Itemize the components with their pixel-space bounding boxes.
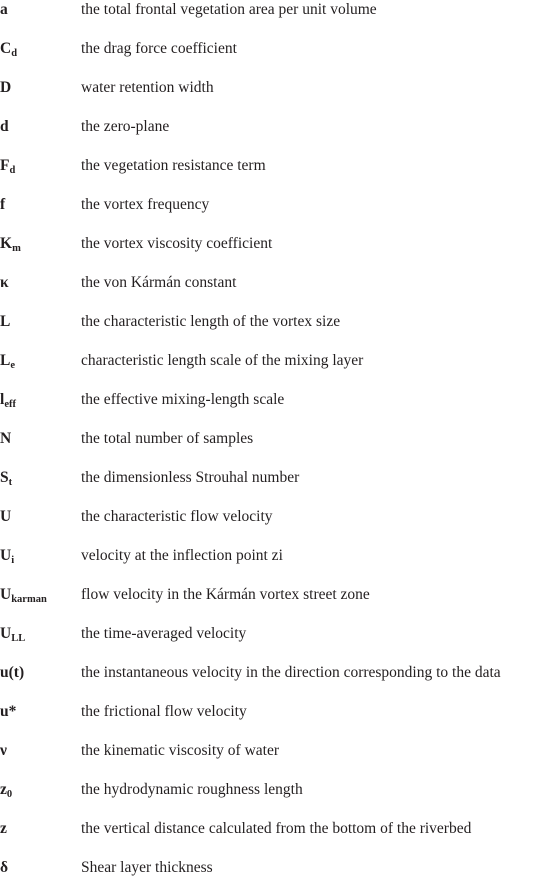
symbol-description: the total number of samples [81, 430, 254, 447]
nomenclature-row [0, 702, 558, 726]
symbol-subscript: karman [11, 594, 47, 605]
symbol-description: the effective mixing-length scale [81, 391, 285, 408]
nomenclature-row [0, 0, 558, 24]
nomenclature-row [0, 390, 558, 414]
symbol-description: the zero-plane [81, 118, 170, 135]
symbol [0, 156, 15, 176]
symbol [0, 468, 12, 488]
symbol-description: the characteristic length of the vortex size [81, 313, 341, 330]
symbol [0, 429, 11, 449]
symbol-base: d [0, 118, 9, 135]
nomenclature-row [0, 819, 558, 843]
nomenclature-row [0, 351, 558, 375]
symbol [0, 117, 9, 137]
symbol-description: the vertical distance calculated from the bottom of the riverbed [81, 820, 472, 837]
nomenclature-row [0, 507, 558, 531]
symbol-base: u* [0, 703, 17, 720]
nomenclature-row [0, 156, 558, 180]
symbol [0, 819, 7, 839]
symbol-description: Shear layer thickness [81, 859, 213, 876]
nomenclature-row [0, 741, 558, 765]
symbol-description: the vegetation resistance term [81, 157, 266, 174]
nomenclature-row [0, 624, 558, 648]
symbol-base: L [0, 313, 11, 330]
symbol [0, 351, 15, 371]
symbol [0, 39, 17, 59]
symbol-base: u(t) [0, 664, 25, 681]
symbol-description: the drag force coefficient [81, 40, 237, 57]
symbol-base: U [0, 625, 12, 642]
nomenclature-row [0, 663, 558, 687]
nomenclature-row [0, 858, 558, 882]
symbol-description: velocity at the inflection point zi [81, 547, 283, 564]
symbol [0, 78, 11, 98]
symbol-description: the time-averaged velocity [81, 625, 247, 642]
symbol-subscript: d [11, 48, 18, 59]
nomenclature-row [0, 234, 558, 258]
symbol-base: U [0, 586, 12, 603]
symbol [0, 507, 11, 527]
symbol-base: z [0, 781, 7, 798]
symbol [0, 858, 8, 878]
symbol-subscript: 0 [6, 789, 13, 800]
symbol [0, 312, 10, 332]
symbol [0, 585, 47, 605]
symbol-subscript: m [12, 243, 21, 254]
symbol [0, 273, 9, 293]
symbol [0, 741, 7, 761]
symbol-description: the vortex frequency [81, 196, 210, 213]
nomenclature-row [0, 78, 558, 102]
nomenclature-row [0, 468, 558, 492]
nomenclature-row [0, 780, 558, 804]
symbol-description: characteristic length scale of the mixing layer [81, 352, 364, 369]
symbol-description: the instantaneous velocity in the direction corresponding to the data [81, 664, 501, 681]
symbol [0, 780, 12, 800]
nomenclature-row [0, 585, 558, 609]
symbol-description: the characteristic flow velocity [81, 508, 273, 525]
symbol-base: U [0, 508, 12, 525]
symbol-description: flow velocity in the Kármán vortex street zone [81, 586, 370, 603]
symbol-subscript: eff [4, 399, 16, 410]
symbol [0, 624, 25, 644]
symbol-subscript: t [8, 477, 13, 488]
symbol-subscript: e [10, 360, 16, 371]
symbol-base: K [0, 235, 13, 252]
symbol-base: C [0, 40, 12, 57]
nomenclature-row [0, 546, 558, 570]
symbol-base: δ [0, 859, 9, 876]
nomenclature-row [0, 39, 558, 63]
nomenclature-row [0, 117, 558, 141]
symbol [0, 195, 5, 215]
symbol-base: a [0, 1, 8, 18]
symbol-description: the frictional flow velocity [81, 703, 247, 720]
nomenclature-row [0, 429, 558, 453]
symbol-base: ν [0, 742, 7, 759]
nomenclature-row [0, 312, 558, 336]
symbol-subscript: i [11, 555, 15, 566]
symbol-description: the vortex viscosity coefficient [81, 235, 273, 252]
symbol-base: N [0, 430, 12, 447]
symbol-description: the hydrodynamic roughness length [81, 781, 303, 798]
nomenclature-row [0, 195, 558, 219]
symbol-base: F [0, 157, 10, 174]
symbol-base: l [0, 391, 5, 408]
symbol-description: the total frontal vegetation area per unit volume [81, 1, 377, 18]
symbol-base: D [0, 79, 12, 96]
symbol-base: L [0, 352, 11, 369]
symbol-base: κ [0, 274, 9, 291]
symbol-description: the dimensionless Strouhal number [81, 469, 300, 486]
symbol-description: the von Kármán constant [81, 274, 237, 291]
nomenclature-row [0, 273, 558, 297]
symbol [0, 663, 24, 683]
symbol-base: f [0, 196, 6, 213]
symbol [0, 546, 14, 566]
symbol [0, 702, 16, 722]
symbol [0, 0, 8, 20]
symbol [0, 234, 21, 254]
symbol [0, 390, 16, 410]
symbol-base: S [0, 469, 9, 486]
symbol-description: water retention width [81, 79, 214, 96]
symbol-subscript: LL [11, 633, 26, 644]
symbol-base: z [0, 820, 7, 837]
symbol-description: the kinematic viscosity of water [81, 742, 279, 759]
symbol-base: U [0, 547, 12, 564]
symbol-subscript: d [9, 165, 16, 176]
